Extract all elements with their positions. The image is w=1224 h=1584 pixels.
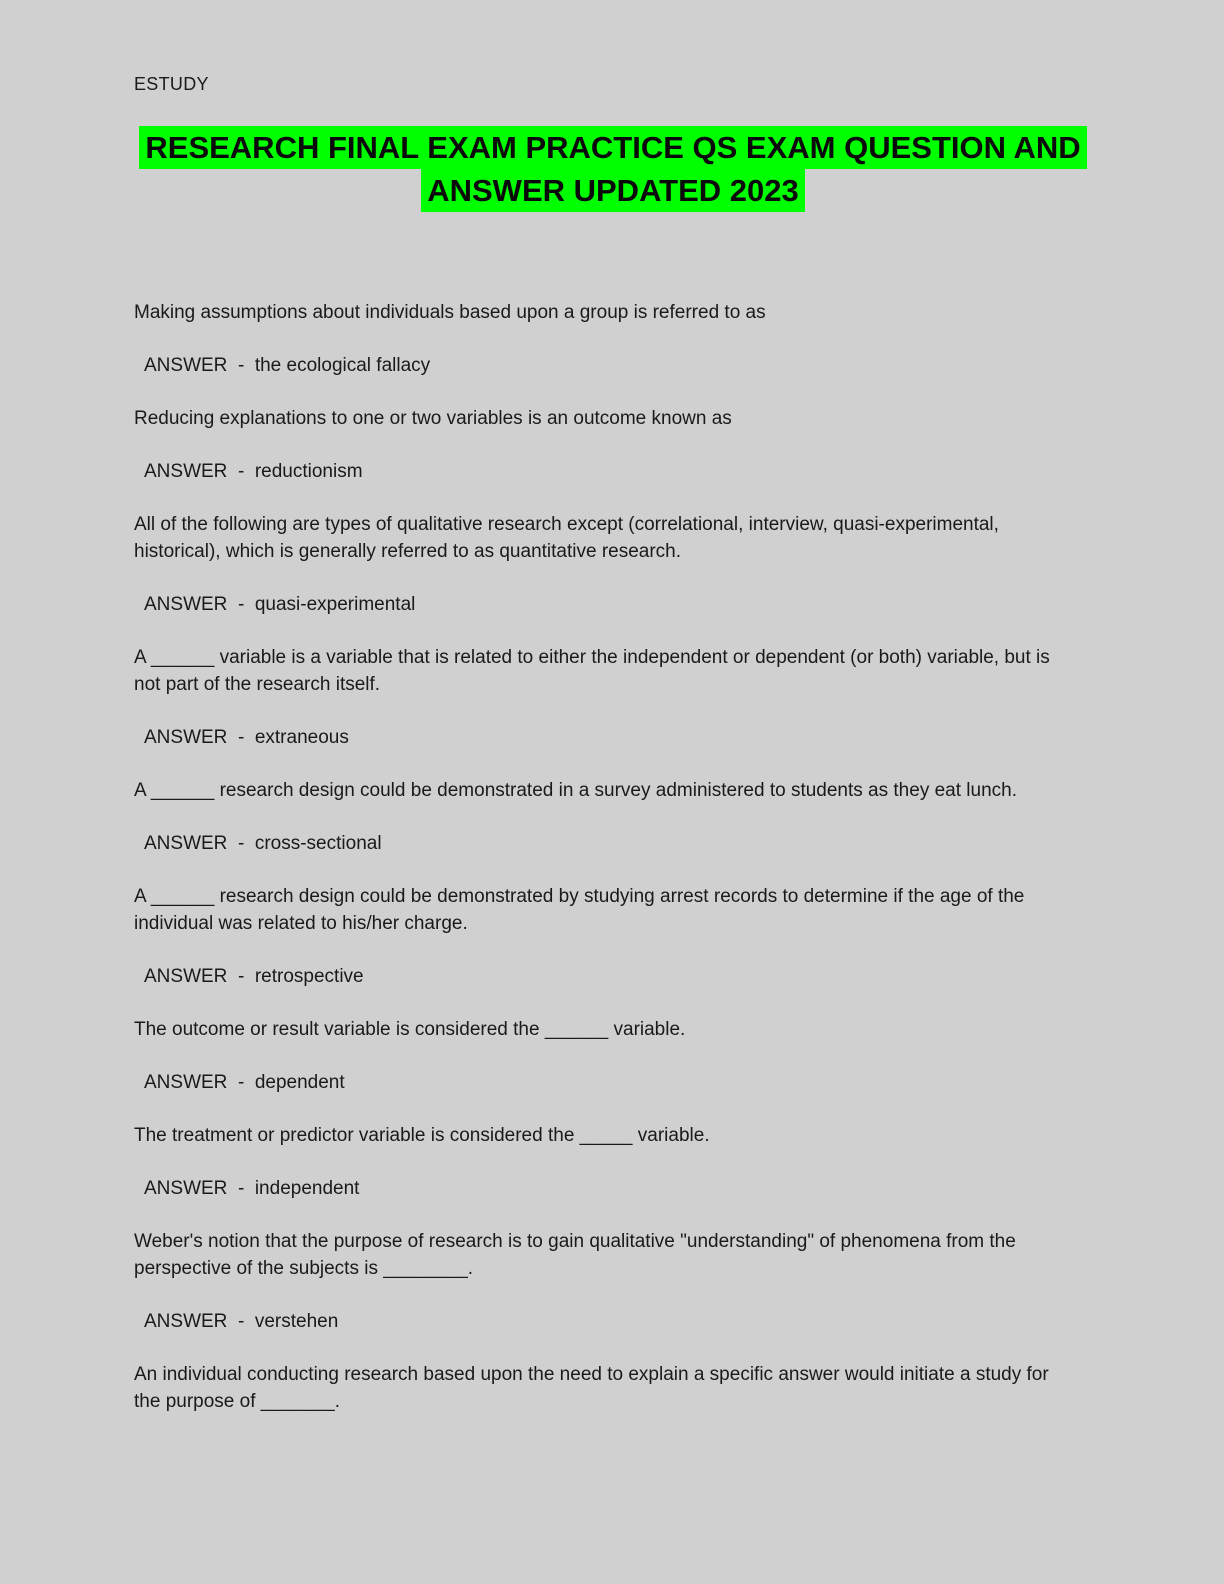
question-8: The treatment or predictor variable is considered the _____ variable. bbox=[134, 1125, 710, 1146]
question-9: Weber's notion that the purpose of research is to gain qualitative "understanding" of phenomena from the perspective of the subjects is ________. bbox=[134, 1231, 1016, 1279]
answer-9: ANSWER - verstehen bbox=[144, 1311, 339, 1332]
answer-1: ANSWER - the ecological fallacy bbox=[144, 355, 431, 376]
title-line-1: RESEARCH FINAL EXAM PRACTICE QS EXAM QUESTION AND bbox=[139, 126, 1086, 169]
answer-5: ANSWER - cross-sectional bbox=[144, 833, 382, 854]
question-6: A ______ research design could be demonstrated by studying arrest records to determine if the age of the individual was related to his/her charge. bbox=[134, 886, 1025, 934]
answer-6: ANSWER - retrospective bbox=[144, 966, 364, 987]
question-1: Making assumptions about individuals based upon a group is referred to as bbox=[134, 302, 766, 323]
document-title bbox=[134, 126, 1092, 212]
answer-4: ANSWER - extraneous bbox=[144, 727, 349, 748]
header-label: ESTUDY bbox=[134, 74, 209, 94]
answer-3: ANSWER - quasi-experimental bbox=[144, 594, 416, 615]
qa-list bbox=[134, 299, 1054, 1441]
question-7: The outcome or result variable is considered the ______ variable. bbox=[134, 1019, 686, 1040]
question-4: A ______ variable is a variable that is related to either the independent or dependent (or both) variable, but is not part of the research itself. bbox=[134, 647, 1050, 695]
answer-2: ANSWER - reductionism bbox=[144, 461, 363, 482]
answer-7: ANSWER - dependent bbox=[144, 1072, 345, 1093]
answer-8: ANSWER - independent bbox=[144, 1178, 360, 1199]
title-line-2: ANSWER UPDATED 2023 bbox=[421, 169, 805, 212]
question-5: A ______ research design could be demonstrated in a survey administered to students as they eat lunch. bbox=[134, 780, 1017, 801]
question-10: An individual conducting research based upon the need to explain a specific answer would initiate a study for the purpose of _______. bbox=[134, 1364, 1049, 1412]
question-2: Reducing explanations to one or two variables is an outcome known as bbox=[134, 408, 732, 429]
question-3: All of the following are types of qualitative research except (correlational, interview, quasi-experimental, historical), which is generally referred to as quantitative research. bbox=[134, 514, 999, 562]
